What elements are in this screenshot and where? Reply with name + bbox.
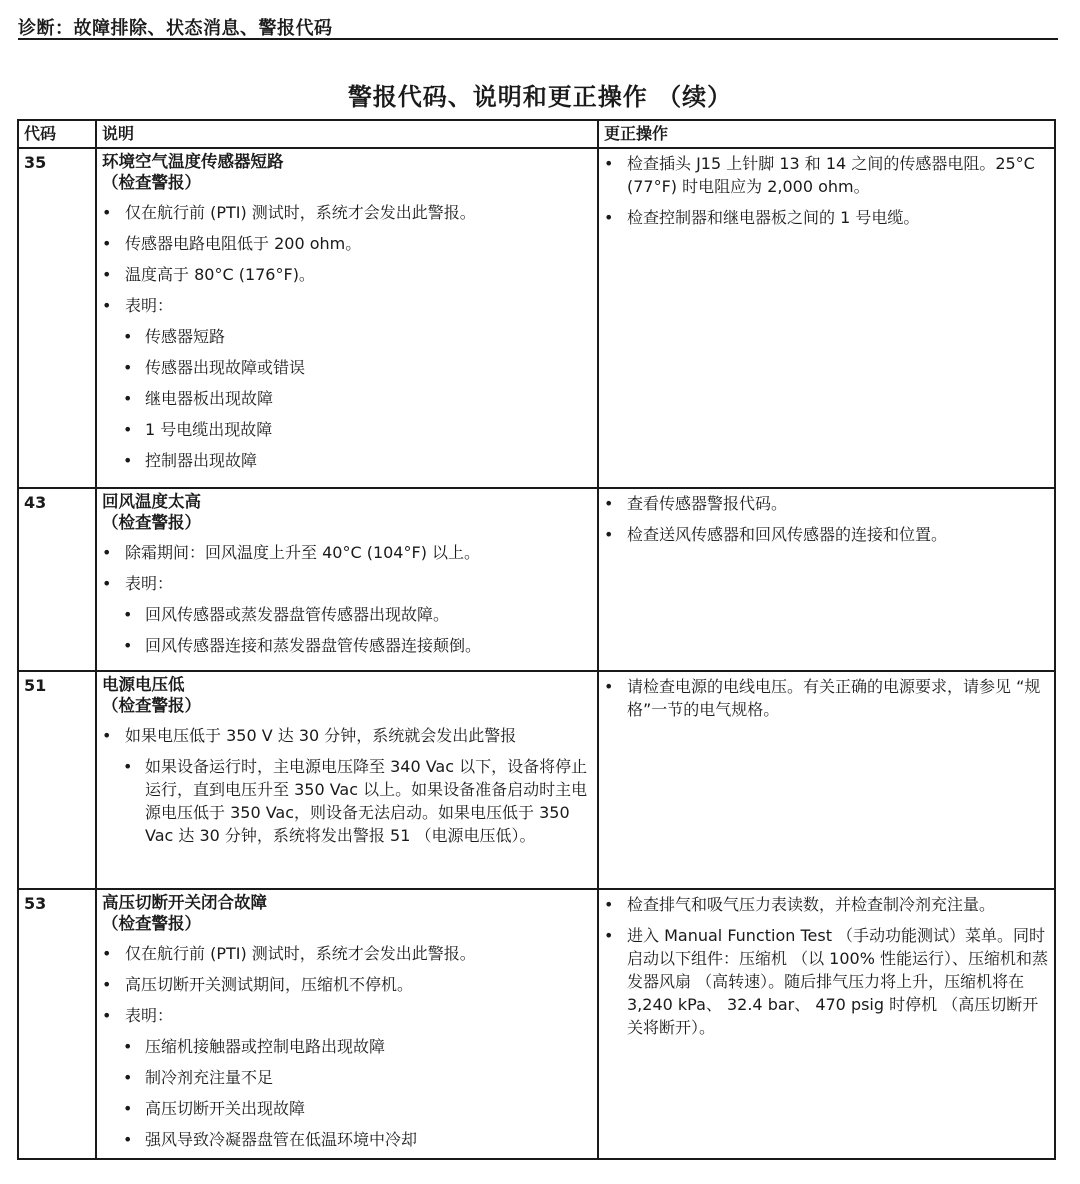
alarm-row-35 bbox=[18, 148, 1055, 488]
list-item: • 表明： bbox=[102, 294, 592, 317]
list-item: • 回风传感器或蒸发器盘管传感器出现故障。 bbox=[102, 603, 592, 626]
alarm-category: （检查警报） bbox=[102, 513, 201, 532]
action-list bbox=[604, 492, 1049, 546]
running-head: 诊断：故障排除、状态消息、警报代码 bbox=[18, 18, 333, 39]
alarm-row-43 bbox=[18, 488, 1055, 671]
list-item: • 强风导致冷凝器盘管在低温环境中冷却 bbox=[102, 1128, 592, 1151]
alarm-code-table bbox=[17, 119, 1056, 1160]
list-item: • 传感器电路电阻低于 200 ohm。 bbox=[102, 232, 592, 255]
alarm-action bbox=[598, 488, 1055, 671]
list-item: • 仅在航行前 (PTI) 测试时，系统才会发出此警报。 bbox=[102, 942, 592, 965]
alarm-category: （检查警报） bbox=[102, 173, 201, 192]
description-list bbox=[102, 201, 592, 317]
action-list bbox=[604, 152, 1049, 229]
list-item: • 表明： bbox=[102, 572, 592, 595]
alarm-action bbox=[598, 671, 1055, 889]
alarm-action bbox=[598, 148, 1055, 488]
alarm-category: （检查警报） bbox=[102, 914, 201, 933]
list-item: • 温度高于 80°C (176°F)。 bbox=[102, 263, 592, 286]
alarm-code: 51 bbox=[18, 671, 96, 889]
alarm-title: 环境空气温度传感器短路 bbox=[102, 152, 284, 171]
alarm-title: 电源电压低 bbox=[102, 675, 185, 694]
alarm-row-53 bbox=[18, 889, 1055, 1159]
list-item: • 表明： bbox=[102, 1004, 592, 1027]
alarm-category: （检查警报） bbox=[102, 696, 201, 715]
description-list bbox=[102, 541, 592, 595]
alarm-action bbox=[598, 889, 1055, 1159]
list-item: • 控制器出现故障 bbox=[102, 449, 592, 472]
list-item: • 查看传感器警报代码。 bbox=[604, 492, 1049, 515]
indication-list bbox=[102, 325, 592, 472]
alarm-description bbox=[96, 671, 598, 889]
list-item: • 检查送风传感器和回风传感器的连接和位置。 bbox=[604, 523, 1049, 546]
description-list bbox=[102, 724, 592, 747]
alarm-title: 高压切断开关闭合故障 bbox=[102, 893, 267, 912]
action-list bbox=[604, 893, 1049, 1039]
alarm-description bbox=[96, 889, 598, 1159]
header-rule bbox=[18, 38, 1058, 40]
alarm-code: 35 bbox=[18, 148, 96, 488]
indication-list bbox=[102, 603, 592, 657]
list-item: • 继电器板出现故障 bbox=[102, 387, 592, 410]
indication-list bbox=[102, 755, 592, 847]
action-list bbox=[604, 675, 1049, 721]
description-list bbox=[102, 942, 592, 1027]
list-item: • 传感器出现故障或错误 bbox=[102, 356, 592, 379]
list-item: • 如果电压低于 350 V 达 30 分钟，系统就会发出此警报 bbox=[102, 724, 592, 747]
list-item: • 传感器短路 bbox=[102, 325, 592, 348]
alarm-description bbox=[96, 148, 598, 488]
list-item: • 高压切断开关出现故障 bbox=[102, 1097, 592, 1120]
column-header-code: 代码 bbox=[18, 120, 96, 148]
list-item: • 检查插头 J15 上针脚 13 和 14 之间的传感器电阻。25°C (77°F) 时电阻应为 2,000 ohm。 bbox=[604, 152, 1049, 198]
alarm-description bbox=[96, 488, 598, 671]
list-item: • 制冷剂充注量不足 bbox=[102, 1066, 592, 1089]
column-header-action: 更正操作 bbox=[598, 120, 1055, 148]
column-header-description: 说明 bbox=[96, 120, 598, 148]
list-item: • 压缩机接触器或控制电路出现故障 bbox=[102, 1035, 592, 1058]
list-item: • 高压切断开关测试期间，压缩机不停机。 bbox=[102, 973, 592, 996]
list-item: • 进入 Manual Function Test （手动功能测试）菜单。同时启动以下组件：压缩机 （以 100% 性能运行）、压缩机和蒸发器风扇 （高转速）。随后排气压力将上升，压缩机将在 3,240 kPa、 32.4 bar、 470 psig 时停机 （高压切断开关将断开）。 bbox=[604, 924, 1049, 1039]
list-item: • 检查控制器和继电器板之间的 1 号电缆。 bbox=[604, 206, 1049, 229]
alarm-code: 53 bbox=[18, 889, 96, 1159]
alarm-row-51 bbox=[18, 671, 1055, 889]
alarm-title: 回风温度太高 bbox=[102, 492, 201, 511]
list-item: • 仅在航行前 (PTI) 测试时，系统才会发出此警报。 bbox=[102, 201, 592, 224]
list-item: • 1 号电缆出现故障 bbox=[102, 418, 592, 441]
table-title: 警报代码、说明和更正操作 （续） bbox=[347, 83, 733, 111]
list-item: • 检查排气和吸气压力表读数，并检查制冷剂充注量。 bbox=[604, 893, 1049, 916]
list-item: • 除霜期间：回风温度上升至 40°C (104°F) 以上。 bbox=[102, 541, 592, 564]
table-header-row bbox=[18, 120, 1055, 148]
list-item: • 回风传感器连接和蒸发器盘管传感器连接颠倒。 bbox=[102, 634, 592, 657]
alarm-code: 43 bbox=[18, 488, 96, 671]
list-item: • 如果设备运行时，主电源电压降至 340 Vac 以下，设备将停止运行，直到电压升至 350 Vac 以上。如果设备准备启动时主电源电压低于 350 Vac，则设备无法启动。如果电压低于 350 Vac 达 30 分钟，系统将发出警报 51 （电源电压低）。 bbox=[102, 755, 592, 847]
list-item: • 请检查电源的电线电压。有关正确的电源要求，请参见 “规格”一节的电气规格。 bbox=[604, 675, 1049, 721]
indication-list bbox=[102, 1035, 592, 1151]
